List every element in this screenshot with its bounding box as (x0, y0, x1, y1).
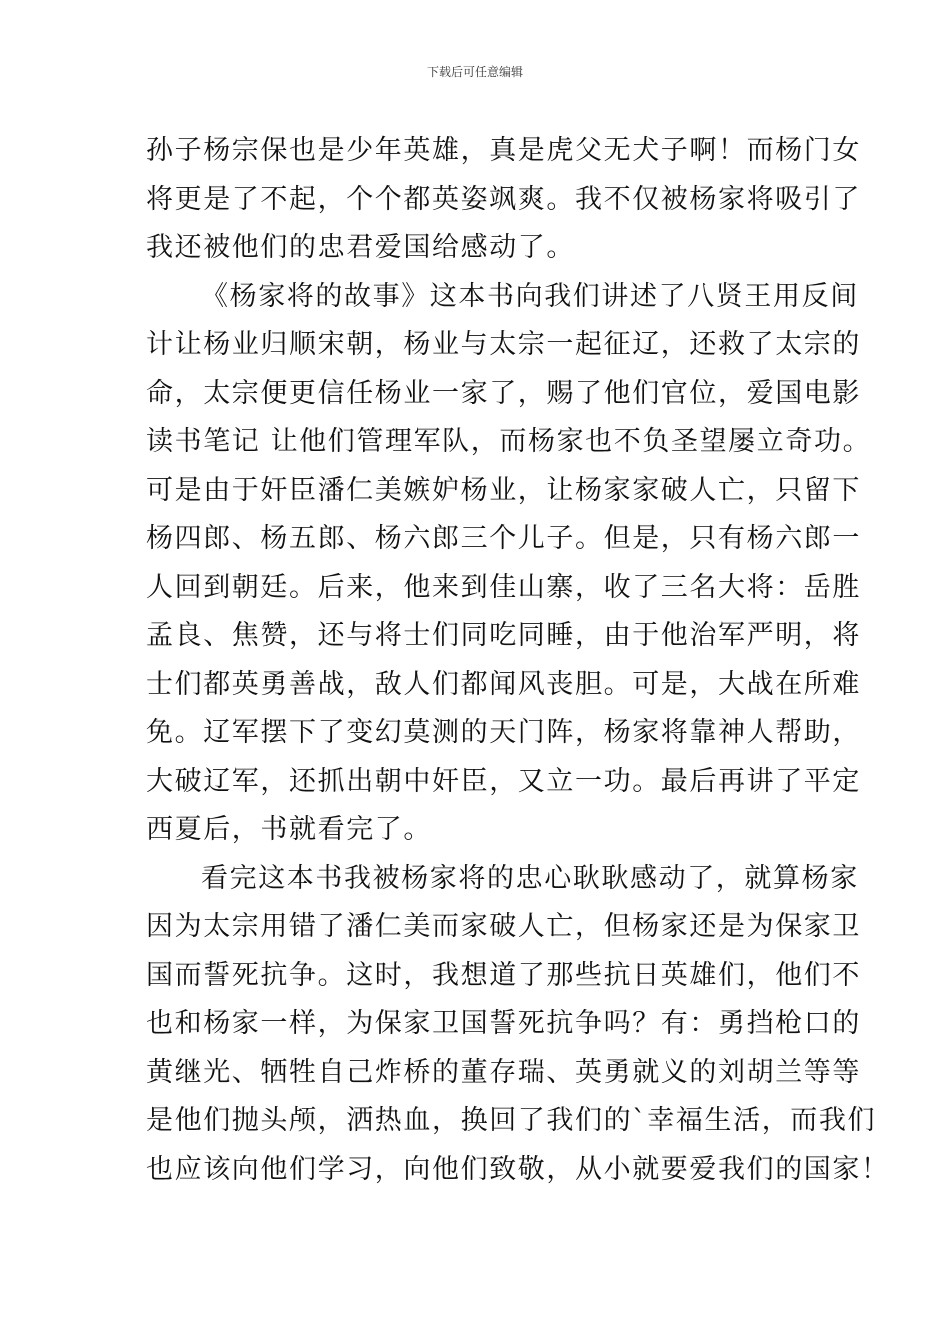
text-line: 人回到朝廷。后来，他来到佳山寨，收了三名大将：岳胜 (146, 571, 861, 603)
text-line: 孙子杨宗保也是少年英雄，真是虎父无犬子啊！而杨门女 (146, 135, 861, 166)
text-line: 也应该向他们学习，向他们致敬，从小就要爱我们的国家！ (146, 1153, 890, 1185)
paragraph-2 (146, 273, 872, 855)
text-line: 读书笔记 让他们管理军队，而杨家也不负圣望屡立奇功。 (146, 426, 872, 457)
text-line: 《杨家将的故事》这本书向我们讲述了八贤王用反间 (201, 280, 859, 312)
text-line: 计让杨业归顺宋朝，杨业与太宗一起征辽，还救了太宗的 (146, 329, 861, 360)
text-line: 杨四郎、杨五郎、杨六郎三个儿子。但是，只有杨六郎一 (146, 523, 861, 554)
text-line: 大破辽军，还抓出朝中奸臣，又立一功。最后再讲了平定 (146, 765, 861, 797)
text-line: 将更是了不起，个个都英姿飒爽。我不仅被杨家将吸引了 (146, 183, 861, 215)
text-line: 命，太宗便更信任杨业一家了，赐了他们官位，爱国电影 (146, 377, 861, 409)
page-header: 下载后可任意编辑 (426, 65, 523, 79)
text-line: 国而誓死抗争。这时，我想道了那些抗日英雄们，他们不 (146, 959, 861, 991)
text-line: 黄继光、牺牲自己炸桥的董存瑞、英勇就义的刘胡兰等等 (146, 1056, 861, 1088)
text-line: 看完这本书我被杨家将的忠心耿耿感动了，就算杨家 (201, 862, 859, 894)
text-line: 西夏后，书就看完了。 (146, 814, 432, 845)
paragraph-3 (146, 855, 890, 1195)
text-line: 也和杨家一样，为保家卫国誓死抗争吗？有：勇挡枪口的 (146, 1008, 861, 1039)
paragraph-1 (146, 127, 861, 273)
text-line: 是他们抛头颅，洒热血，换回了我们的`幸福生活，而我们 (146, 1105, 877, 1136)
text-line: 可是由于奸臣潘仁美嫉妒杨业，让杨家家破人亡，只留下 (146, 474, 861, 506)
text-line: 士们都英勇善战，敌人们都闻风丧胆。可是，大战在所难 (146, 668, 861, 700)
document-body (146, 127, 890, 1194)
text-line: 因为太宗用错了潘仁美而家破人亡，但杨家还是为保家卫 (146, 911, 861, 942)
text-line: 免。辽军摆下了变幻莫测的天门阵，杨家将靠神人帮助， (146, 717, 861, 748)
text-line: 孟良、焦赞，还与将士们同吃同睡，由于他治军严明，将 (146, 620, 861, 651)
text-line: 我还被他们的忠君爱国给感动了。 (146, 232, 575, 263)
